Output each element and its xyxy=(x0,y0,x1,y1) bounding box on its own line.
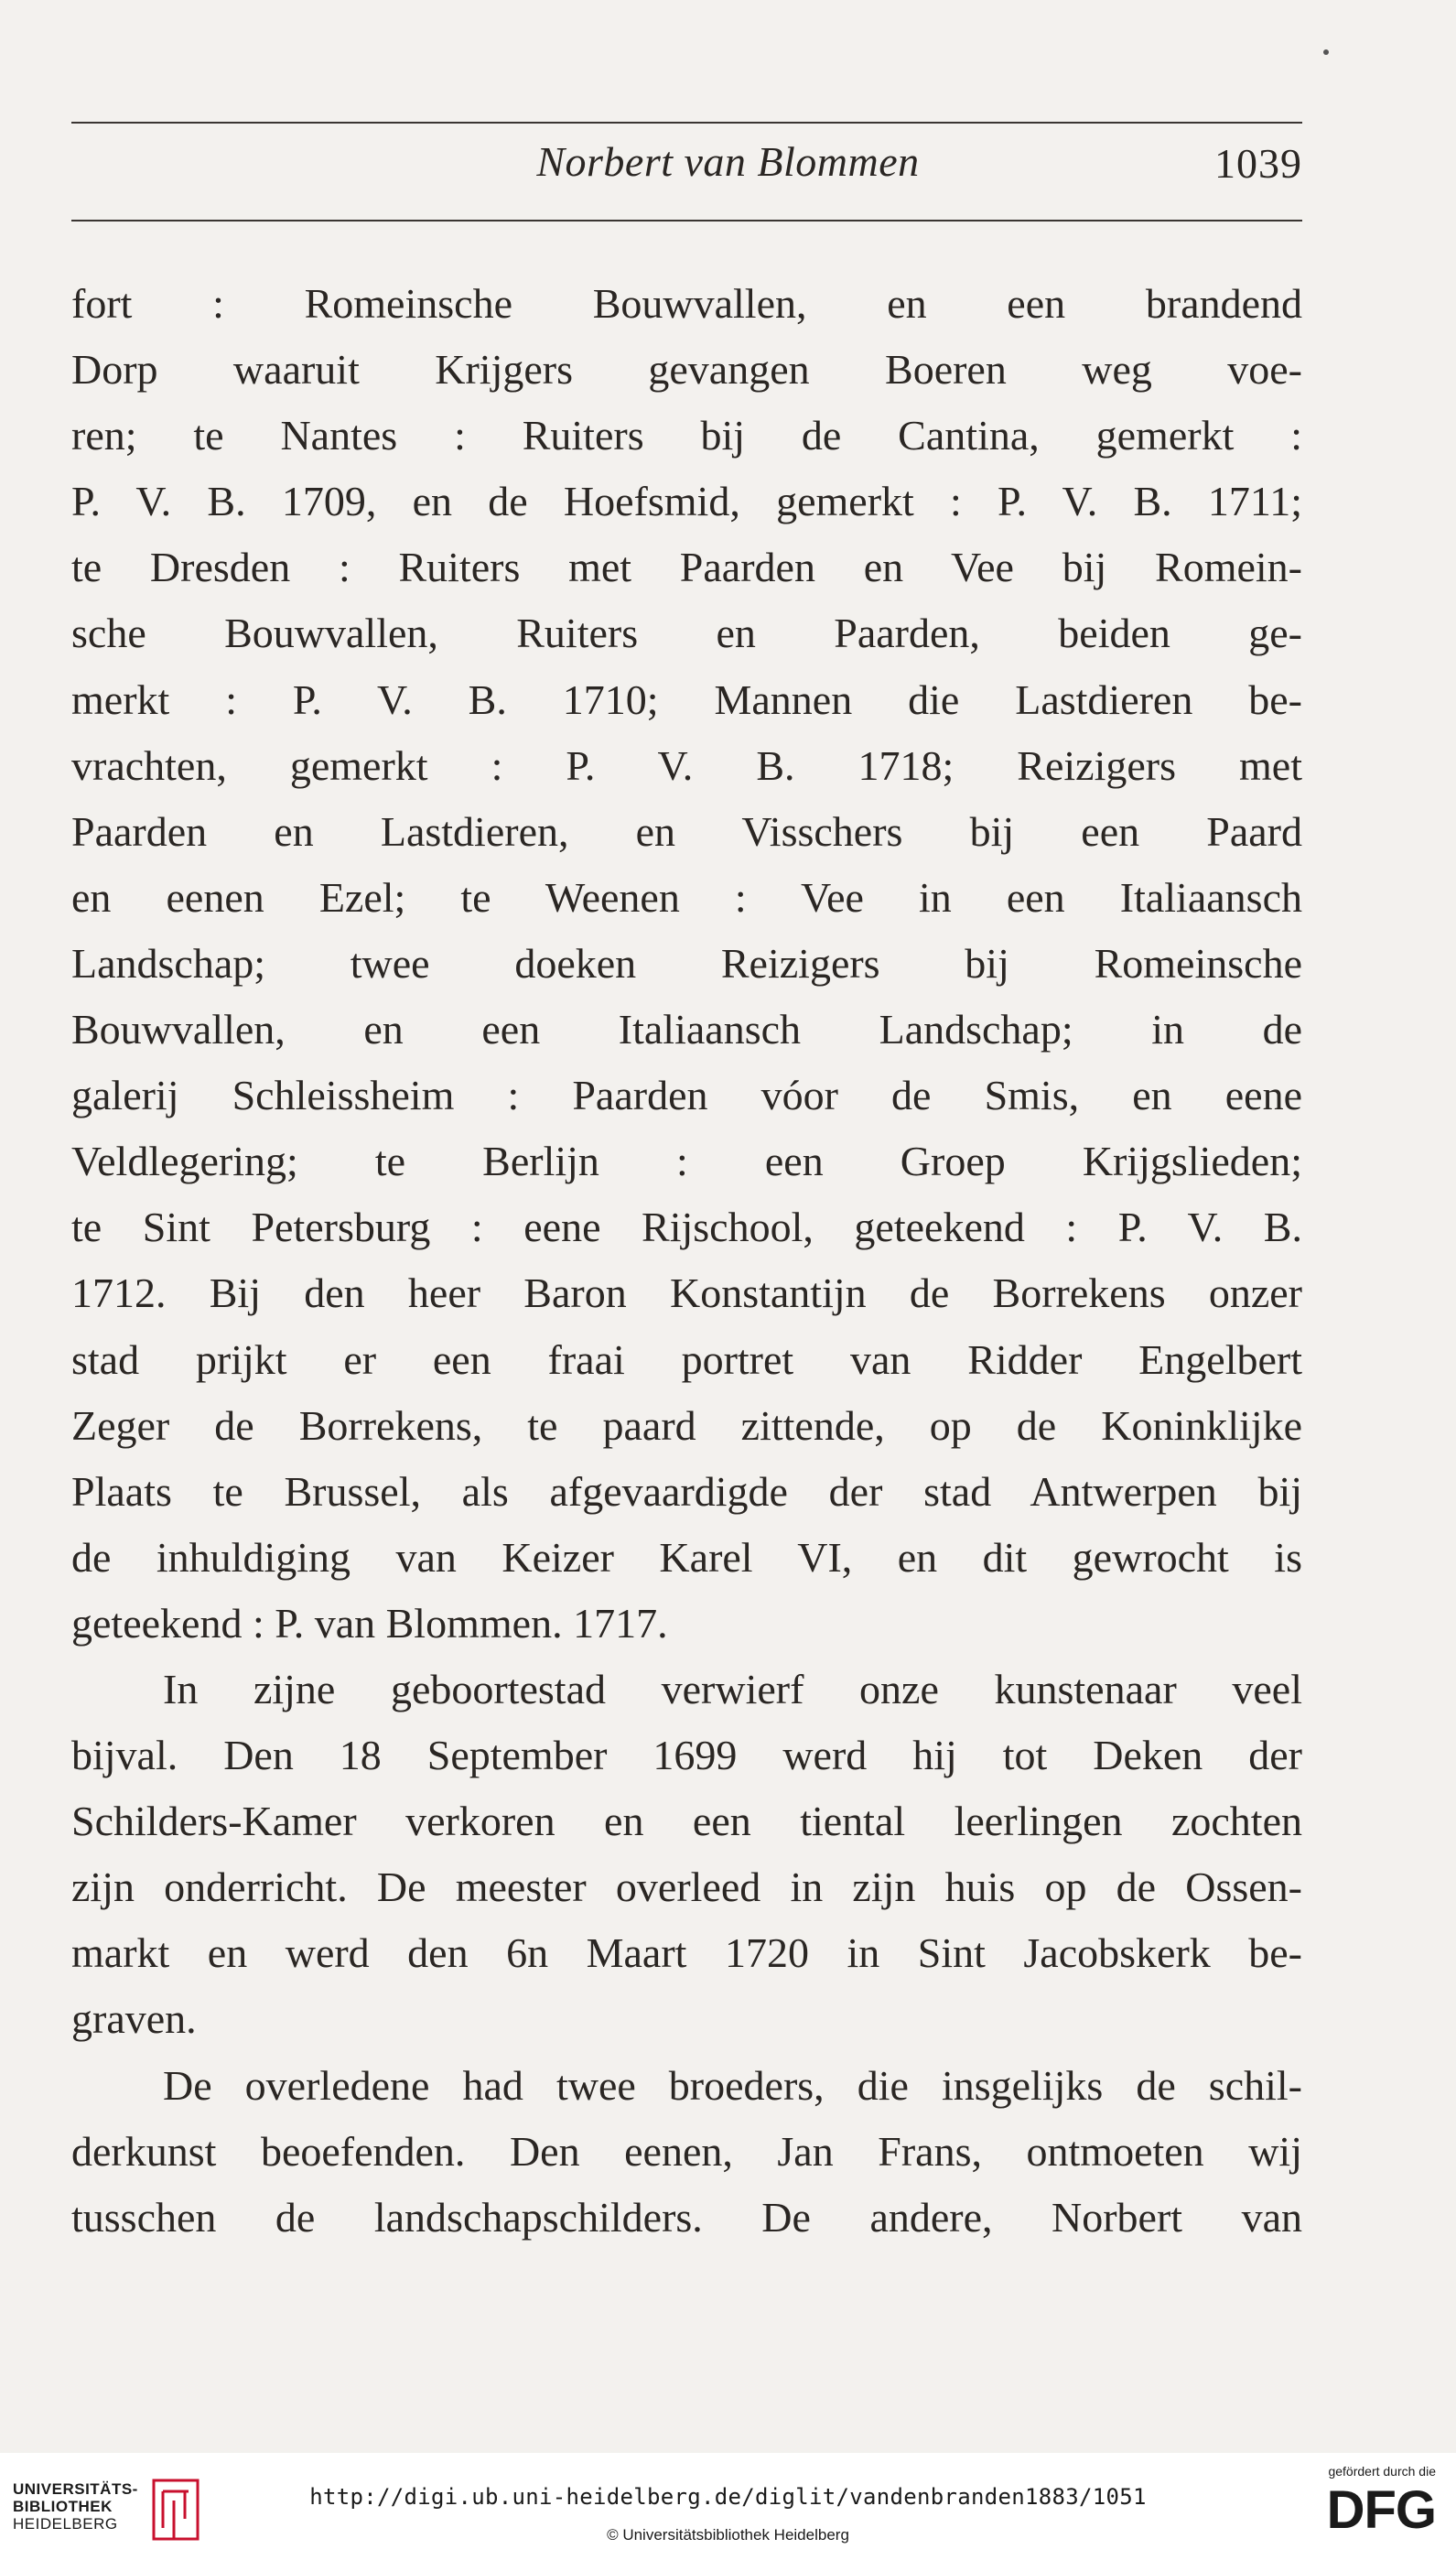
text-line: vrachten, gemerkt : P. V. B. 1718; Reizigers met xyxy=(71,741,1302,789)
library-name-line-2: BIBLIOTHEK xyxy=(13,2498,113,2515)
text-line: Plaats te Brussel, als afgevaardigde der stad Antwerpen bij xyxy=(71,1467,1302,1515)
text-line: bijval. Den 18 September 1699 werd hij tot Deken der xyxy=(71,1732,1302,1779)
text-line: Landschap; twee doeken Reizigers bij Romeinsche xyxy=(71,939,1302,987)
digitization-footer xyxy=(0,2453,1456,2560)
header-rule-top xyxy=(71,122,1302,124)
text-line: fort : Romeinsche Bouwvallen, en een brandend xyxy=(71,280,1302,327)
funded-by-caption: gefördert durch die xyxy=(1328,2464,1436,2479)
text-line: markt en werd den 6n Maart 1720 in Sint Jacobskerk be- xyxy=(71,1929,1302,1977)
text-line: zijn onderricht. De meester overleed in zijn huis op de Ossen- xyxy=(71,1863,1302,1911)
text-line: de inhuldiging van Keizer Karel VI, en dit gewrocht is xyxy=(71,1533,1302,1581)
text-line: geteekend : P. van Blommen. 1717. xyxy=(71,1599,668,1647)
text-line: ren; te Nantes : Ruiters bij de Cantina, gemerkt : xyxy=(71,412,1302,459)
text-line: 1712. Bij den heer Baron Konstantijn de Borrekens onzer xyxy=(71,1269,1302,1317)
text-line: Dorp waaruit Krijgers gevangen Boeren weg voe- xyxy=(71,346,1302,394)
page-number: 1039 xyxy=(1214,140,1302,187)
text-line: Bouwvallen, en een Italiaansch Landschap; in de xyxy=(71,1006,1302,1053)
header-rule-bottom xyxy=(71,220,1302,221)
text-line: In zijne geboortestad verwierf onze kunstenaar veel xyxy=(163,1665,1302,1712)
dfg-logo[interactable]: DFG xyxy=(1326,2480,1436,2540)
text-line: De overledene had twee broeders, die insgelijks de schil- xyxy=(163,2061,1302,2109)
library-name-line-1: UNIVERSITÄTS- xyxy=(13,2480,138,2498)
scan-speck xyxy=(1323,49,1329,55)
library-name-line-3: HEIDELBERG xyxy=(13,2515,118,2533)
text-line: P. V. B. 1709, en de Hoefsmid, gemerkt : P. V. B. 1711; xyxy=(71,478,1302,525)
text-line: Schilders-Kamer verkoren en een tiental leerlingen zochten xyxy=(71,1798,1302,1845)
text-line: sche Bouwvallen, Ruiters en Paarden, beiden ge- xyxy=(71,610,1302,657)
text-line: te Dresden : Ruiters met Paarden en Vee bij Romein- xyxy=(71,544,1302,591)
text-line: galerij Schleissheim : Paarden vóor de Smis, en eene xyxy=(71,1072,1302,1119)
text-line: stad prijkt er een fraai portret van Ridder Engelbert xyxy=(71,1335,1302,1383)
running-title: Norbert van Blommen xyxy=(536,138,920,185)
text-line: Veldlegering; te Berlijn : een Groep Krijgslieden; xyxy=(71,1138,1302,1185)
copyright-notice: © Universitätsbibliothek Heidelberg xyxy=(607,2526,849,2544)
text-line: te Sint Petersburg : eene Rijschool, geteekend : P. V. B. xyxy=(71,1204,1302,1251)
text-line: graven. xyxy=(71,1995,197,2043)
text-line: Paarden en Lastdieren, en Visschers bij een Paard xyxy=(71,807,1302,855)
body-text xyxy=(71,271,1302,2251)
text-line: tusschen de landschapschilders. De andere, Norbert van xyxy=(71,2193,1302,2241)
text-line: derkunst beoefenden. Den eenen, Jan Frans, ontmoeten wij xyxy=(71,2127,1302,2175)
permalink-url[interactable]: http://digi.ub.uni-heidelberg.de/diglit/vandenbranden1883/1051 xyxy=(309,2484,1147,2510)
text-line: merkt : P. V. B. 1710; Mannen die Lastdieren be- xyxy=(71,675,1302,723)
text-line: Zeger de Borrekens, te paard zittende, op de Koninklijke xyxy=(71,1401,1302,1449)
text-line: en eenen Ezel; te Weenen : Vee in een Italiaansch xyxy=(71,873,1302,921)
